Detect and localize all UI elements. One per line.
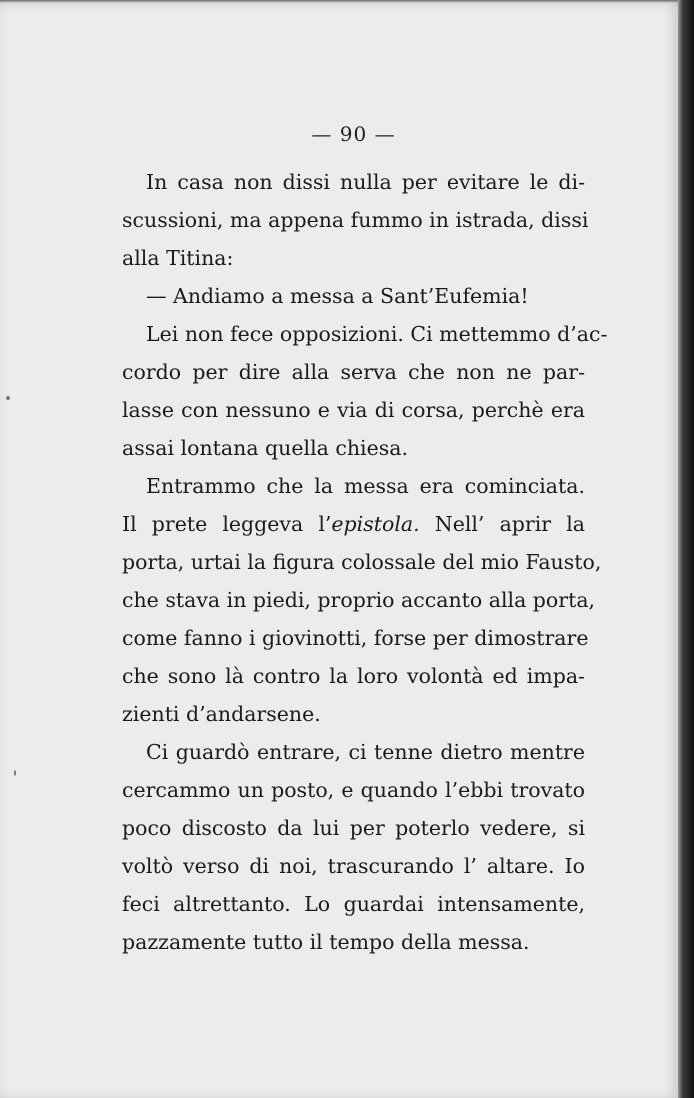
text-line: Entrammo che la messa era cominciata. (146, 474, 585, 498)
text-line: come fanno i giovinotti, forse per dimostrare (122, 626, 589, 650)
paper-speck (6, 396, 10, 400)
text-line: assai lontana quella chiesa. (122, 436, 408, 460)
text-line: alla Titina: (122, 246, 234, 270)
page-binding-edge (678, 0, 694, 1098)
text-line: In casa non dissi nulla per evitare le di- (146, 170, 585, 194)
text-line: che stava in piedi, proprio accanto alla porta, (122, 588, 596, 612)
text-line: porta, urtai la figura colossale del mio Fausto, (122, 550, 602, 574)
paper-speck (14, 770, 16, 776)
text-line: poco discosto da lui per poterlo vedere, si (122, 816, 585, 840)
text-line: pazzamente tutto il tempo della messa. (122, 930, 530, 954)
italic-word: epistola. (331, 512, 420, 536)
page-top-border (0, 0, 694, 3)
text-line: — Andiamo a messa a Sant’Eufemia! (146, 284, 529, 308)
text-line: Ci guardò entrare, ci tenne dietro mentre (146, 740, 585, 764)
page-number: — 90 — (311, 122, 396, 146)
text-span: Il prete leggeva l’ (122, 512, 332, 536)
text-line: che sono là contro la loro volontà ed impa- (122, 664, 585, 688)
text-line: feci altrettanto. Lo guardai intensamente, (122, 892, 585, 916)
text-line (122, 509, 585, 539)
text-line: cercammo un posto, e quando l’ebbi trovato (122, 778, 585, 802)
text-line: Lei non fece opposizioni. Ci mettemmo d’ac- (146, 322, 608, 346)
text-span: Nell’ aprir la (419, 512, 585, 536)
text-line: scussioni, ma appena fummo in istrada, dissi (122, 208, 589, 232)
text-line: cordo per dire alla serva che non ne par- (122, 360, 585, 384)
text-line: lasse con nessuno e via di corsa, perchè era (122, 398, 585, 422)
text-line: zienti d’andarsene. (122, 702, 321, 726)
text-line: voltò verso di noi, trascurando l’ altare. Io (122, 854, 585, 878)
